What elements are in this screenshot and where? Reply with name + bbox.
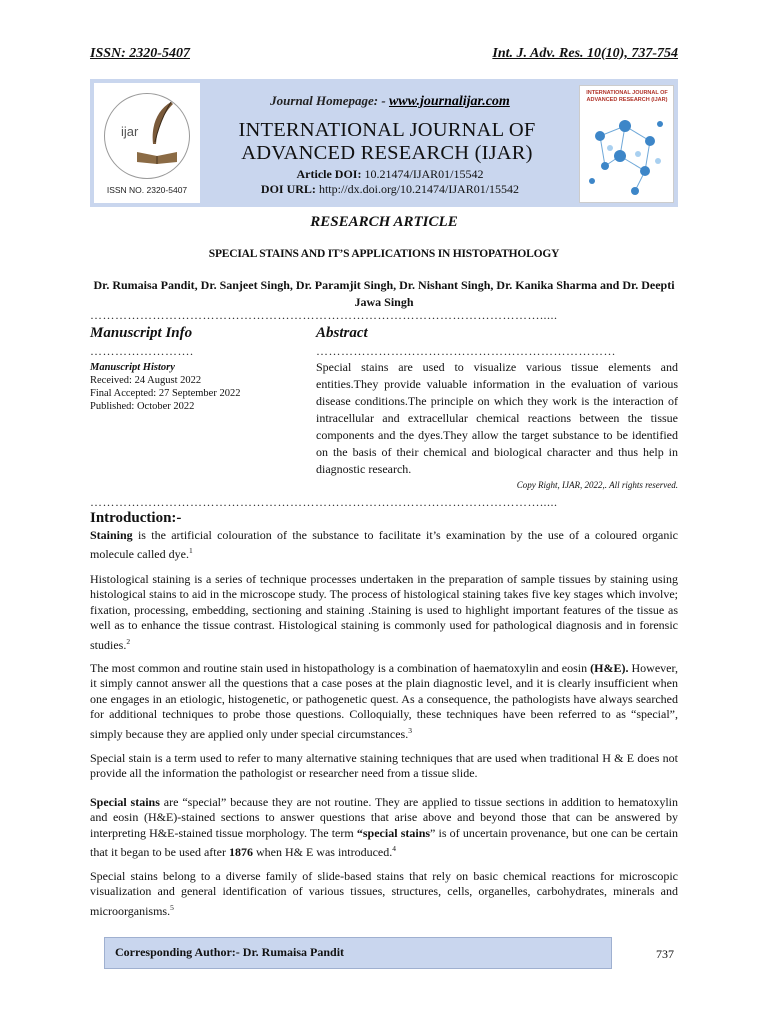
journal-banner bbox=[90, 79, 678, 207]
ref-1: 1 bbox=[188, 546, 193, 556]
paragraph-6 bbox=[90, 869, 678, 919]
doi-url-link[interactable]: http://dx.doi.org/10.21474/IJAR01/15542 bbox=[318, 182, 520, 196]
molecule-icon bbox=[580, 86, 674, 203]
separator-bottom: ………………………………………………………………………………………………..... bbox=[90, 495, 558, 509]
ref-4: 4 bbox=[392, 844, 397, 854]
cover-title: INTERNATIONAL JOURNAL OF ADVANCED RESEARCH (IJAR) bbox=[586, 90, 668, 103]
doi-block bbox=[210, 167, 570, 197]
term-special-stains-quoted: “special stains bbox=[356, 825, 431, 840]
copyright-notice: Copy Right, IJAR, 2022,. All rights reserved. bbox=[516, 480, 678, 490]
homepage-link[interactable]: www.journalijar.com bbox=[388, 94, 510, 109]
paragraph-3-text-a: The most common and routine stain used in histopathology is a combination of haematoxylin and eosin bbox=[90, 661, 591, 675]
term-staining: Staining bbox=[90, 528, 133, 542]
corresponding-author: Corresponding Author:- Dr. Rumaisa Pandit bbox=[115, 945, 345, 959]
paragraph-5-text-b: ” is of uncertain provenance, but one can be certain that it began to be used after bbox=[90, 825, 678, 860]
accepted-date: Final Accepted: 27 September 2022 bbox=[90, 388, 241, 399]
paragraph-4 bbox=[90, 751, 678, 782]
paragraph-3 bbox=[90, 661, 678, 742]
logo-issn: ISSN NO. 2320-5407 bbox=[106, 185, 188, 195]
paragraph-4-text: Special stain is a term used to refer to many alternative staining techniques that are used when traditional H & E does not provide all the information the pathologist or researcher need from a tissue slide. bbox=[90, 751, 678, 781]
ref-3: 3 bbox=[408, 725, 412, 735]
doi-url-label: DOI URL: bbox=[260, 182, 316, 196]
manuscript-history-label: Manuscript History bbox=[90, 362, 175, 373]
header-issn: ISSN: 2320-5407 bbox=[90, 46, 190, 61]
manuscript-info-heading: Manuscript Info bbox=[90, 325, 193, 341]
journal-homepage bbox=[210, 93, 570, 110]
quill-icon bbox=[143, 100, 177, 148]
logo-emblem bbox=[104, 93, 190, 179]
ref-5: 5 bbox=[170, 902, 174, 912]
separator-abstract: ……………………………………………………………… bbox=[316, 344, 616, 358]
homepage-label: Journal Homepage: - bbox=[270, 93, 389, 108]
journal-cover-image bbox=[579, 85, 674, 203]
author-list: Dr. Rumaisa Pandit, Dr. Sanjeet Singh, Dr. Paramjit Singh, Dr. Nishant Singh, Dr. Kanika Sharma and Dr. Deepti Jawa Singh bbox=[93, 278, 675, 309]
journal-title-line1: INTERNATIONAL JOURNAL OF bbox=[238, 119, 536, 141]
abstract-heading: Abstract bbox=[316, 325, 368, 341]
ref-2: 2 bbox=[126, 636, 131, 646]
paragraph-1 bbox=[90, 528, 678, 563]
article-doi: 10.21474/IJAR01/15542 bbox=[364, 167, 484, 181]
paragraph-3-text-b: However, it simply cannot answer all the questions that a case poses at the plain diagnostic level, and it is clearly insufficient when one engages in an etiologic, histogenetic, or pathogenetic quest. As a consequence, the pathologists have always searched for additional techniques to probe those questions. Colloquially, these techniques have been referred to as “special”, simply because they are applied only under special circumstances. bbox=[90, 661, 678, 741]
corresponding-author-box bbox=[104, 937, 612, 969]
journal-logo bbox=[94, 83, 200, 203]
paper-title: SPECIAL STAINS AND IT’S APPLICATIONS IN HISTOPATHOLOGY bbox=[208, 248, 560, 260]
paragraph-5 bbox=[90, 795, 678, 861]
separator-manuscript: ……………………. bbox=[90, 344, 194, 358]
paragraph-5-text-a: are “special” because they are not routine. They are applied to tissue sections in addition to hematoxylin and eosin (H&E)-stained sections to answer questions that arise above and beyond those that can be answered by interpreting H&E-stained tissue morphology. The term bbox=[90, 795, 678, 840]
paragraph-2 bbox=[90, 572, 678, 653]
received-date: Received: 24 August 2022 bbox=[90, 375, 202, 386]
logo-text: ijar bbox=[121, 124, 139, 139]
paragraph-2-text: Histological staining is a series of technique processes undertaken in the preparation of sample tissues by staining using histological stains to aid in the microscope study. The process of histological staining takes five key stages which involve; fixation, processing, embedding, sectioning and staining .Staining is used to highlight important features of the tissue as well as to enhance the tissue contrast. Histological staining is commonly used for pathological diagnosis and in forensic studies. bbox=[90, 572, 678, 652]
separator-top: ………………………………………………………………………………………………..... bbox=[90, 308, 558, 322]
header-citation: Int. J. Adv. Res. 10(10), 737-754 bbox=[492, 46, 678, 61]
journal-title-line2: ADVANCED RESEARCH (IJAR) bbox=[241, 142, 533, 164]
article-type: RESEARCH ARTICLE bbox=[310, 214, 458, 230]
page-number: 737 bbox=[656, 947, 674, 961]
term-special-stains: Special stains bbox=[90, 795, 160, 809]
book-icon bbox=[135, 148, 179, 164]
abstract-text: Special stains are used to visualize various tissue elements and entities.They provide valuable information in the evaluation of various disease conditions.The principle on which they work is the interaction of intracellular and extracellular chemical reactions between the tissue components and the dyes.They allow the target substance to be identified on the basis of their chemical and biological character and thus help in diagnostic research. bbox=[316, 360, 678, 476]
published-date: Published: October 2022 bbox=[90, 401, 195, 412]
paragraph-1-text: is the artificial colouration of the substance to facilitate it’s examination by the use of a coloured organic molecule called dye. bbox=[90, 528, 678, 562]
article-doi-label: Article DOI: bbox=[296, 167, 362, 181]
paragraph-5-text-c: when H& E was introduced. bbox=[252, 845, 393, 860]
term-he: (H&E). bbox=[590, 661, 629, 675]
year-1876: 1876 bbox=[228, 845, 253, 860]
paragraph-6-text: Special stains belong to a diverse family of slide-based stains that rely on basic chemical reactions for microscopic visualization and general identification of various tissues, structures, cells, organelles, carbohydrates, minerals and microorganisms. bbox=[90, 869, 678, 918]
introduction-heading: Introduction:- bbox=[90, 510, 182, 526]
journal-title bbox=[202, 119, 572, 165]
